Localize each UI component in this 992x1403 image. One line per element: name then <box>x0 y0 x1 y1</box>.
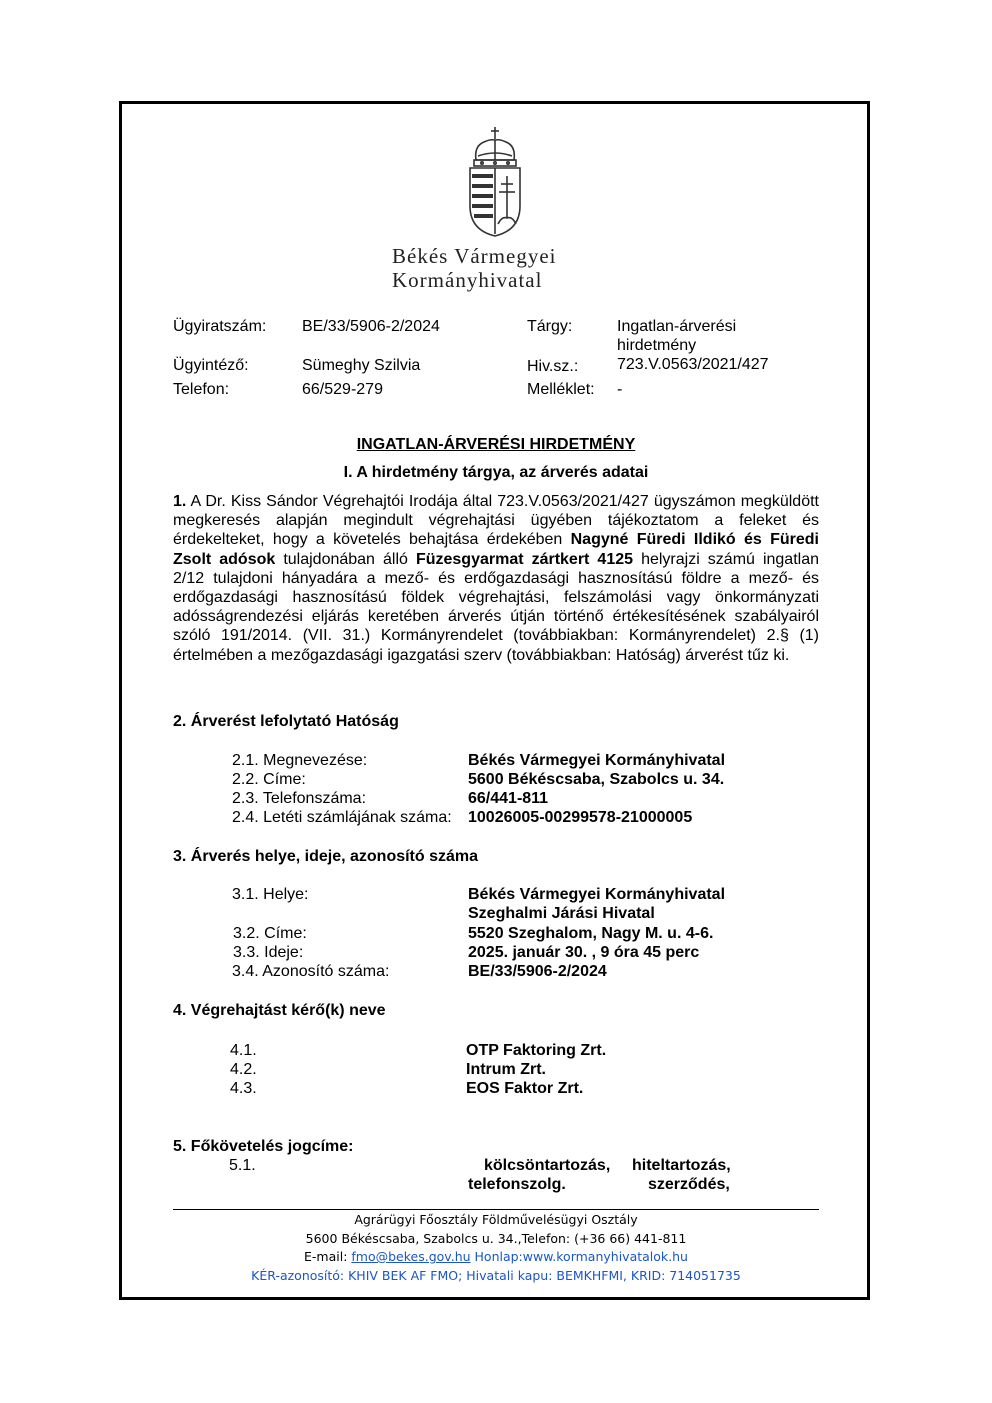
section4-heading: 4. Végrehajtást kérő(k) neve <box>173 1002 386 1019</box>
org-name-line1: Békés Vármegyei <box>392 244 557 268</box>
authority-name-value: Békés Vármegyei Kormányhivatal <box>468 752 726 769</box>
section1-paragraph <box>173 492 819 665</box>
targy-value-line2: hirdetmény <box>617 337 697 354</box>
hivsz-label: Hiv.sz.: <box>527 358 579 375</box>
auction-time-label: 3.3. Ideje: <box>233 944 304 961</box>
footer-divider <box>173 1209 819 1210</box>
debtor-names: Nagyné Füredi Ildikó és Füredi Zsolt adósok <box>173 531 819 568</box>
auction-id-label: 3.4. Azonosító száma: <box>232 963 390 980</box>
creditor-1-label: 4.1. <box>230 1042 257 1059</box>
section1-heading: I. A hirdetmény tárgya, az árverés adatai <box>343 464 649 481</box>
ugyiratszam-label: Ügyiratszám: <box>173 318 267 335</box>
auction-time-value: 2025. január 30. , 9 óra 45 perc <box>468 944 700 961</box>
section2-heading: 2. Árverést lefolytató Hatóság <box>173 713 399 730</box>
claim-basis-value-2b: szerződés, <box>648 1176 730 1193</box>
auction-address-label: 3.2. Címe: <box>233 925 307 942</box>
paragraph-text-3: helyrajzi számú ingatlan 2/12 tulajdoni hányadára a mező- és erdőgazdasági hasznosítású földre a mező- és erdőgazdasági hasznosítású földek végrehajtási, felszámolási vagy önkormányzati adósságrendezési eljárás keretében árverés útján történő értékesítésének szabályairól szóló 191/2014. (VII. 31.) Kormányrendelet (továbbiakban: Kormányrendelet) 2.§ (1) értelmében a mezőgazdasági igazgatási szerv (továbbiakban: Hatóság) árverést tűz ki. <box>173 550 820 664</box>
deposit-account-value: 10026005-00299578-21000005 <box>468 809 693 826</box>
paragraph-text-2: tulajdonában álló <box>275 550 416 568</box>
authority-phone-value: 66/441-811 <box>468 790 549 807</box>
hivsz-value: 723.V.0563/2021/427 <box>617 356 769 373</box>
claim-basis-value-1a: kölcsöntartozás, <box>484 1157 611 1174</box>
footer-website[interactable]: Honlap:www.kormanyhivatalok.hu <box>470 1249 688 1264</box>
section3-heading: 3. Árverés helye, ideje, azonosító száma <box>173 848 479 865</box>
targy-value-line1: Ingatlan-árverési <box>617 318 737 335</box>
ugyintezo-value: Sümeghy Szilvia <box>302 357 421 374</box>
ugyiratszam-value: BE/33/5906-2/2024 <box>302 318 440 335</box>
footer-address: 5600 Békéscsaba, Szabolcs u. 34.,Telefon: (+36 66) 441-811 <box>305 1231 687 1246</box>
footer-email-link[interactable]: fmo@bekes.gov.hu <box>351 1249 471 1264</box>
organization-logo-text <box>392 244 556 292</box>
auction-place-label: 3.1. Helye: <box>232 886 309 903</box>
document-title: INGATLAN-ÁRVERÉSI HIRDETMÉNY <box>356 436 636 453</box>
telefon-value: 66/529-279 <box>302 381 383 398</box>
authority-phone-label: 2.3. Telefonszáma: <box>232 790 367 807</box>
property-id: Füzesgyarmat zártkert 4125 <box>415 550 634 568</box>
creditor-2-value: Intrum Zrt. <box>466 1061 546 1078</box>
footer-contact <box>173 1248 819 1265</box>
telefon-label: Telefon: <box>173 381 230 398</box>
creditor-3-value: EOS Faktor Zrt. <box>466 1080 584 1097</box>
paragraph-number: 1. <box>173 493 187 510</box>
deposit-account-label: 2.4. Letéti számlájának száma: <box>232 809 452 826</box>
auction-place-value-line1: Békés Vármegyei Kormányhivatal <box>468 886 726 903</box>
melleklet-label: Melléklet: <box>527 381 595 398</box>
targy-label: Tárgy: <box>527 318 573 335</box>
authority-address-label: 2.2. Címe: <box>232 771 306 788</box>
paragraph-text-1: A Dr. Kiss Sándor Végrehajtói Irodája által 723.V.0563/2021/427 ügyszámon megküldött megkeresés alapján megindult végrehajtási ügyében tájékoztatom a feleket és érdekelteket, hogy a követelés behajtása érdekében <box>173 493 819 549</box>
footer-email-label: E-mail: <box>304 1249 352 1264</box>
auction-id-value: BE/33/5906-2/2024 <box>468 963 607 980</box>
auction-address-value: 5520 Szeghalom, Nagy M. u. 4-6. <box>468 925 714 942</box>
coat-of-arms-icon <box>466 126 524 238</box>
creditor-2-label: 4.2. <box>230 1061 257 1078</box>
auction-place-value-line2: Szeghalmi Járási Hivatal <box>468 905 655 922</box>
claim-basis-value-2a: telefonszolg. <box>468 1176 566 1193</box>
authority-address-value: 5600 Békéscsaba, Szabolcs u. 34. <box>468 771 725 788</box>
footer-department: Agrárügyi Főosztály Földművelésügyi Osztály <box>354 1212 638 1227</box>
org-name-line2: Kormányhivatal <box>392 268 543 292</box>
authority-name-label: 2.1. Megnevezése: <box>232 752 368 769</box>
ugyintezo-label: Ügyintéző: <box>173 357 249 374</box>
section5-heading: 5. Főkövetelés jogcíme: <box>173 1138 354 1155</box>
melleklet-value: - <box>617 381 623 398</box>
claim-basis-label: 5.1. <box>229 1157 256 1174</box>
creditor-1-value: OTP Faktoring Zrt. <box>466 1042 607 1059</box>
claim-basis-value-1b: hiteltartozás, <box>632 1157 731 1174</box>
creditor-3-label: 4.3. <box>230 1080 257 1097</box>
footer-ker-id: KÉR-azonosító: KHIV BEK AF FMO; Hivatali kapu: BEMKHFMI, KRID: 714051735 <box>251 1268 741 1283</box>
